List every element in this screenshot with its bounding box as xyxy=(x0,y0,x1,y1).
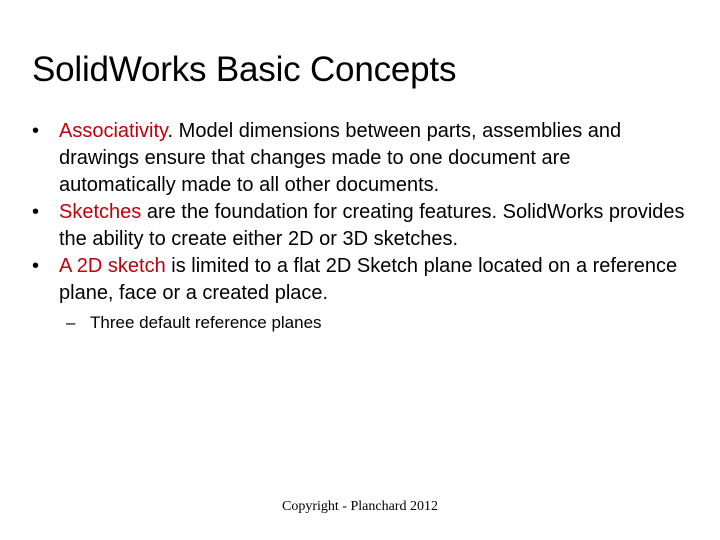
bullet-associativity xyxy=(32,118,692,199)
bullet-marker: • xyxy=(32,201,40,223)
bullet-term: Sketches xyxy=(59,201,142,223)
copyright-footer: Copyright - Planchard 2012 xyxy=(282,499,438,514)
bullet-text: is limited to a flat 2D Sketch plane located on a reference plane, face or a created place. xyxy=(59,255,678,304)
bullet-marker: • xyxy=(32,255,40,277)
bullet-sketches xyxy=(32,199,692,253)
bullet-list xyxy=(32,118,692,335)
sub-bullet-reference-planes xyxy=(32,311,692,335)
bullet-marker: • xyxy=(32,120,40,142)
bullet-term: A 2D sketch xyxy=(59,255,166,277)
slide-title: SolidWorks Basic Concepts xyxy=(32,50,457,89)
sub-bullet-text: Three default reference planes xyxy=(90,313,322,332)
bullet-text: are the foundation for creating features. SolidWorks provides the ability to create either 2D or 3D sketches. xyxy=(59,201,685,250)
bullet-term: Associativity xyxy=(59,120,168,142)
bullet-2d-sketch xyxy=(32,253,692,307)
bullet-text: . Model dimensions between parts, assemblies and drawings ensure that changes made to one document are automatically made to all other documents. xyxy=(59,120,622,196)
sub-bullet-marker: – xyxy=(66,313,76,332)
